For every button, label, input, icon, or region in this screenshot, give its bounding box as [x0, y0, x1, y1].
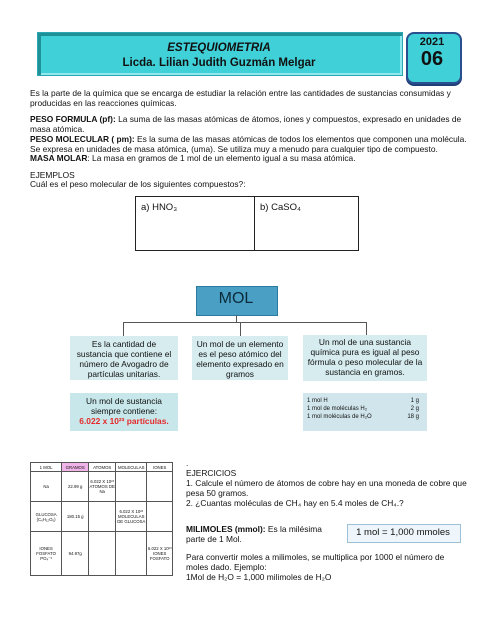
connector-line — [366, 322, 367, 335]
mass-row: 1 mol de moléculas H₂ 2 g — [307, 405, 419, 412]
example-b: b) CaSO₄ — [260, 202, 301, 213]
definition-peso-molecular: PESO MOLECULAR ( pm): Es la suma de las masas atómicas de todos los elementos que componen una molécula. Se expresa en unidades de masa atómica, (uma). Se utiliza muy a menudo para cualquier tipo de compuesto. — [30, 134, 467, 155]
mass-row: 1 mol moléculas de H₂O 18 g — [307, 413, 419, 420]
table-header: 1 MOL — [31, 463, 62, 472]
table-cell: 6.022 X 10²³ MOLECULAS DE GLUCOSA — [116, 502, 147, 532]
table-cell — [116, 532, 147, 576]
connector-line — [123, 322, 124, 336]
mol-label: MOL — [218, 290, 254, 307]
mol-substance-text: Un mol de una sustancia química pura es igual al peso fórmula o peso molecular de la sustancia en gramos. — [307, 337, 423, 377]
mass-row: 1 mol H 1 g — [307, 398, 419, 404]
milimoles-equivalence: 1 mol = 1,000 mmoles — [356, 527, 450, 538]
intro-paragraph: Es la parte de la química que se encarga de estudiar la relación entre las cantidades de sustancias consumidas y producidas en las reacciones químicas. — [30, 88, 451, 109]
table-header-row — [31, 463, 173, 472]
badge-year: 2021 — [419, 36, 445, 48]
table-cell — [147, 472, 173, 502]
exercises-heading: EJERCICIOS — [186, 468, 237, 478]
connector-line — [123, 322, 367, 323]
table-header: IONES — [147, 463, 173, 472]
avogadro-number: 6.022 x 10²³ partículas. — [79, 416, 169, 426]
mol-element-card — [192, 336, 288, 380]
definition-peso-formula: PESO FORMULA (pf): La suma de las masas atómicas de átomos, iones y compuestos, expresado en unidades de masa atómica. — [30, 114, 462, 135]
table-cell — [89, 532, 116, 576]
page-title: ESTEQUIOMETRIA — [167, 42, 271, 54]
table-row — [31, 502, 173, 532]
milimoles-definition: MILIMOLES (mmol): Es la milésima parte de 1 Mol. — [186, 524, 322, 545]
table-header: ATOMOS — [89, 463, 116, 472]
examples-heading: EJEMPLOS — [30, 170, 75, 180]
exercise-1: 1. Calcule el número de átomos de cobre hay en una moneda de cobre que pesa 50 gramos. — [186, 478, 467, 499]
table-cell: 6.022 X 10²³ IONES FOSFATO — [147, 532, 173, 576]
table-cell — [89, 502, 116, 532]
table-row — [31, 472, 173, 502]
connector-line — [240, 322, 241, 336]
author-name: Licda. Lilian Judith Guzmán Melgar — [122, 57, 316, 69]
examples-table-divider — [254, 196, 255, 251]
mol-element-text: Un mol de un elemento es el peso atómico del elemento expresado en gramos — [196, 339, 284, 379]
example-a: a) HNO₃ — [141, 202, 178, 213]
examples-question: Cuál es el peso molecular de los siguientes compuestos?: — [30, 179, 246, 189]
stray-dot: . — [186, 458, 189, 468]
milimoles-conversion: Para convertir moles a milimoles, se multiplica por 1000 el número de moles dado. Ejemplo: — [186, 552, 445, 573]
avogadro-text: Un mol de sustancia siempre contiene: — [86, 396, 162, 416]
mol-definition-text: Es la cantidad de sustancia que contiene el número de Avogadro de partículas unitarias. — [76, 339, 172, 379]
mass-examples-card — [303, 393, 427, 431]
table-cell — [147, 502, 173, 532]
table-cell: 22.99 g — [62, 472, 89, 502]
mol-conversion-table — [30, 462, 173, 576]
milimoles-example: 1Mol de H₂O = 1,000 milimoles de H₂O — [186, 572, 332, 582]
definition-masa-molar: MASA MOLAR: La masa en gramos de 1 mol de un elemento igual a su masa atómica. — [30, 153, 356, 163]
table-cell: Na — [31, 472, 62, 502]
table-cell: 180.15 g — [62, 502, 89, 532]
mol-definition-card — [70, 336, 178, 380]
title-banner — [37, 32, 403, 76]
table-cell: 6.022 X 10²³ ATOMOS DE Na — [89, 472, 116, 502]
avogadro-card — [70, 393, 178, 431]
table-header: GRAMOS — [62, 463, 89, 472]
table-header: MOLECULAS — [116, 463, 147, 472]
table-row — [31, 532, 173, 576]
table-cell: 94.97g — [62, 532, 89, 576]
exercise-2: 2. ¿Cuantas moléculas de CH₄ hay en 5.4 moles de CH₄.? — [186, 498, 404, 508]
mol-substance-card — [303, 335, 427, 381]
table-cell: GLUCOSA (C₆H₁₂O₆) — [31, 502, 62, 532]
table-cell — [116, 472, 147, 502]
table-cell: IONES FOSFATO PO₄⁻³ — [31, 532, 62, 576]
badge-number: 06 — [420, 48, 444, 70]
